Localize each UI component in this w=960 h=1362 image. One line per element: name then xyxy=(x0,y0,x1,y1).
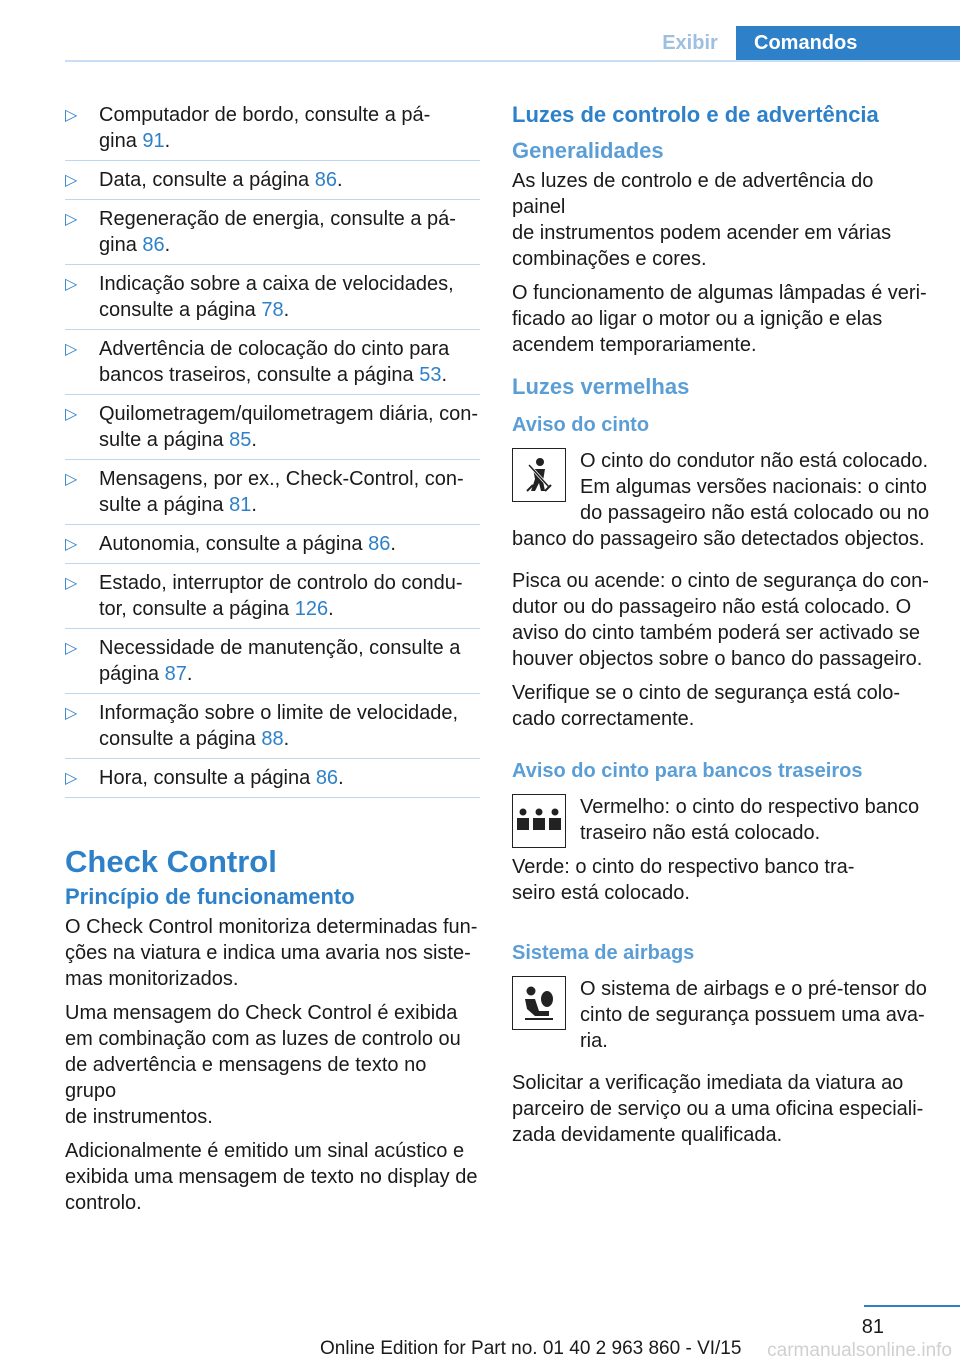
triangle-right-icon: ▷ xyxy=(65,471,78,488)
list-item xyxy=(65,167,480,200)
page-ref-link[interactable]: 86 xyxy=(314,169,337,191)
triangle-right-icon: ▷ xyxy=(65,107,78,124)
list-item-end: . xyxy=(283,299,290,321)
list-item-text: Quilometragem/quilometragem diária, con- sulte a página xyxy=(99,403,479,451)
list-item xyxy=(65,765,480,798)
list-item-end: . xyxy=(251,429,257,451)
tab-comandos[interactable]: Comandos xyxy=(736,26,960,60)
list-item xyxy=(65,635,480,694)
page-ref-link[interactable]: 86 xyxy=(315,767,339,789)
page-ref-link[interactable]: 53 xyxy=(419,364,442,386)
list-item-end: . xyxy=(441,364,448,386)
triangle-right-icon: ▷ xyxy=(65,705,78,722)
list-item-end: . xyxy=(164,130,171,152)
paragraph: Uma mensagem do Check Control é exibida em combinação com as luzes de controlo ou de advertência e mensagens de texto no grupo de instrumentos. xyxy=(65,1002,461,1128)
list-item-text: Indicação sobre a caixa de velocidades, consulte a página xyxy=(99,273,454,321)
subsection-title: Princípio de funcionamento xyxy=(65,884,355,909)
list-item-end: . xyxy=(283,728,290,750)
footer-rule xyxy=(864,1305,960,1307)
page-ref-link[interactable]: 81 xyxy=(229,494,252,516)
subsection-generalidades: Generalidades xyxy=(512,138,664,163)
watermark: carmanualsonline.info xyxy=(767,1340,952,1361)
list-item-text: Autonomia, consulte a página xyxy=(99,533,369,555)
page-number: 81 xyxy=(861,1316,884,1338)
page-ref-link[interactable]: 86 xyxy=(368,533,391,555)
triangle-right-icon: ▷ xyxy=(65,770,78,787)
seatbelt-warning-icon xyxy=(512,448,566,502)
page-ref-link[interactable]: 87 xyxy=(164,663,187,685)
section-title-check-control: Check Control xyxy=(65,844,277,879)
triangle-right-icon: ▷ xyxy=(65,341,78,358)
warning-seatbelt-block xyxy=(512,448,930,560)
list-item-text: Estado, interruptor de controlo do condu- tor, consulte a página xyxy=(99,572,463,620)
list-item xyxy=(65,531,480,564)
list-item-text: Hora, consulte a página xyxy=(99,767,316,789)
rear-seatbelt-icon xyxy=(512,794,566,848)
page-ref-link[interactable]: 78 xyxy=(261,299,284,321)
heading-aviso-traseiros: Aviso do cinto para bancos traseiros xyxy=(512,760,863,782)
list-item-text: Necessidade de manutenção, consulte a página xyxy=(99,637,461,685)
triangle-right-icon: ▷ xyxy=(65,536,78,553)
triangle-right-icon: ▷ xyxy=(65,172,78,189)
warning-rear-seatbelt-block xyxy=(512,794,930,914)
list-item-text: Advertência de colocação do cinto para bancos traseiros, consulte a página xyxy=(99,338,450,386)
warning-airbag-block xyxy=(512,976,930,1062)
section-title-luzes: Luzes de controlo e de advertência xyxy=(512,102,879,127)
list-item-text: Data, consulte a página xyxy=(99,169,315,191)
list-item-text: Informação sobre o limite de velocidade, consulte a página xyxy=(99,702,459,750)
edition-text: Online Edition for Part no. 01 40 2 963 860 - VI/15 xyxy=(320,1338,742,1359)
paragraph: Verifique se o cinto de segurança está colo- cado correctamente. xyxy=(512,682,901,730)
page-ref-link[interactable]: 88 xyxy=(261,728,284,750)
subsection-luzes-vermelhas: Luzes vermelhas xyxy=(512,374,690,399)
list-item-end: . xyxy=(390,533,396,555)
list-item xyxy=(65,336,480,395)
left-column xyxy=(65,102,480,1224)
list-item-text: Computador de bordo, consulte a pá- gina xyxy=(99,104,431,152)
header-rule xyxy=(65,60,960,62)
list-item-text: Regeneração de energia, consulte a pá- gina xyxy=(99,208,456,256)
page-ref-link[interactable]: 86 xyxy=(142,234,165,256)
triangle-right-icon: ▷ xyxy=(65,276,78,293)
paragraph: O funcionamento de algumas lâmpadas é veri- ficado ao ligar o motor ou a ignição e elas acendem temporariamente. xyxy=(512,282,927,356)
list-item-end: . xyxy=(164,234,171,256)
aviso-traseiros-text: Vermelho: o cinto do respectivo banco traseiro não está colocado. xyxy=(580,796,920,844)
paragraph: O Check Control monitoriza determinadas fun- ções na viatura e indica uma avaria nos siste- mas monitorizados. xyxy=(65,916,478,990)
paragraph: Adicionalmente é emitido um sinal acústico e exibida uma mensagem de texto no display de controlo. xyxy=(65,1140,478,1214)
airbags-text: O sistema de airbags e o pré-tensor do cinto de segurança possuem uma ava- ria. xyxy=(580,978,927,1052)
tab-exibir[interactable]: Exibir xyxy=(662,32,718,54)
right-column xyxy=(512,100,930,1156)
aviso-traseiros-verde: Verde: o cinto do respectivo banco tra- seiro está colocado. xyxy=(512,856,855,904)
list-item xyxy=(65,570,480,629)
triangle-right-icon: ▷ xyxy=(65,406,78,423)
list-item xyxy=(65,466,480,525)
heading-aviso-cinto: Aviso do cinto xyxy=(512,414,650,436)
triangle-right-icon: ▷ xyxy=(65,575,78,592)
list-item-end: . xyxy=(336,169,343,191)
page-ref-link[interactable]: 85 xyxy=(229,429,252,451)
list-item xyxy=(65,206,480,265)
paragraph: As luzes de controlo e de advertência do painel de instrumentos podem acender em várias combinações e cores. xyxy=(512,170,892,270)
list-item xyxy=(65,271,480,330)
heading-airbags: Sistema de airbags xyxy=(512,942,695,964)
airbag-warning-icon xyxy=(512,976,566,1030)
list-item xyxy=(65,401,480,460)
list-item xyxy=(65,102,480,161)
list-item-end: . xyxy=(338,767,344,789)
list-item-end: . xyxy=(251,494,257,516)
triangle-right-icon: ▷ xyxy=(65,211,78,228)
page-ref-link[interactable]: 91 xyxy=(142,130,165,152)
paragraph: Pisca ou acende: o cinto de segurança do con- dutor ou do passageiro não está colocado. O aviso do cinto também poderá ser activado se houver objectos sobre o banco do passageiro. xyxy=(512,570,929,670)
list-item-end: . xyxy=(328,598,334,620)
paragraph: Solicitar a verificação imediata da viatura ao parceiro de serviço ou a uma oficina especiali- zada devidamente qualificada. xyxy=(512,1072,924,1146)
list-item-end: . xyxy=(186,663,193,685)
list-item-text: Mensagens, por ex., Check-Control, con- sulte a página xyxy=(99,468,464,516)
triangle-right-icon: ▷ xyxy=(65,640,78,657)
page-ref-link[interactable]: 126 xyxy=(294,598,329,620)
list-item xyxy=(65,700,480,759)
aviso-cinto-text: O cinto do condutor não está colocado. Em algumas versões nacionais: o cinto do passageiro não está colocado ou no banco do passageiro são detectados objectos. xyxy=(512,450,930,550)
bullet-list xyxy=(65,102,480,798)
